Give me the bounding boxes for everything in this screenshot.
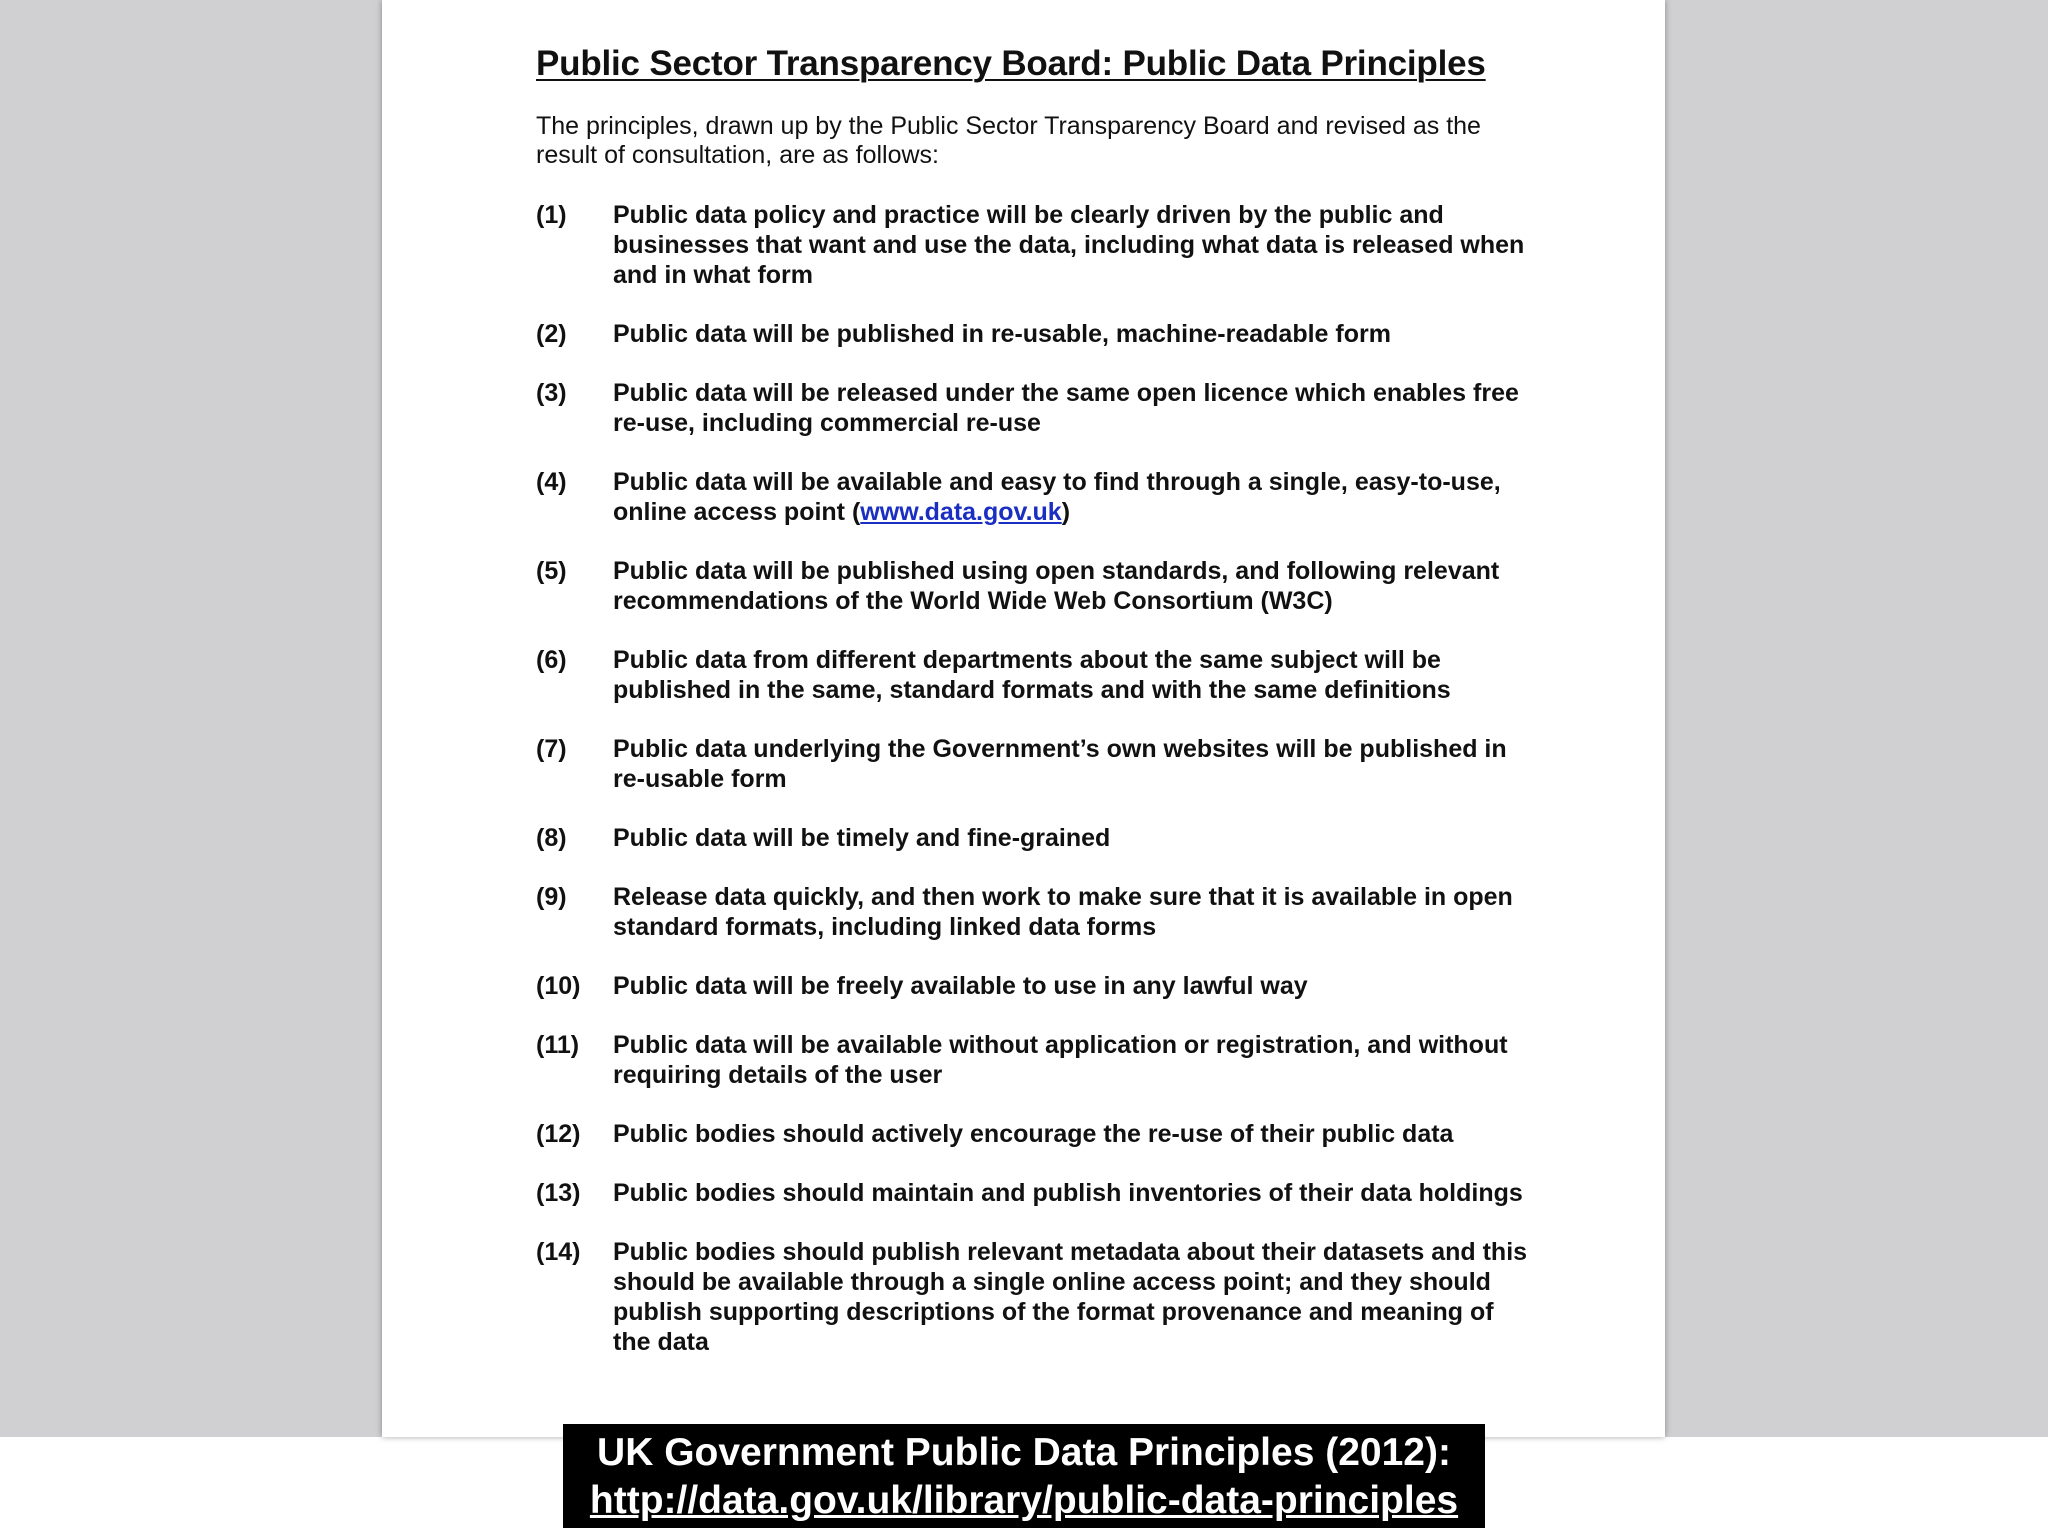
link-close-paren: ) [1061,498,1071,526]
link-open-paren: ( [845,498,861,526]
principle-item [536,200,1536,290]
principle-item [536,556,1536,616]
principle-item [536,882,1536,942]
principle-number: (4) [536,468,567,496]
principle-text: Public bodies should publish relevant metadata about their datasets and this should be available through a single online access point; and they should publish supporting descriptions of the format provenance and meaning of the data [613,1238,1528,1356]
principle-text: Public data will be published in re-usable, machine-readable form [613,320,1391,348]
principle-number: (3) [536,379,567,407]
principle-text: Public data underlying the Government’s own websites will be published in re-usable form [613,735,1507,793]
principle-number: (2) [536,320,567,348]
principle-text: Public bodies should maintain and publish inventories of their data holdings [613,1179,1523,1207]
principle-item [536,319,1536,349]
caption-title: UK Government Public Data Principles (2012): [597,1431,1451,1474]
principle-number: (7) [536,735,567,763]
principle-number: (1) [536,201,567,229]
principle-text: Public data will be published using open standards, and following relevant recommendations of the World Wide Web Consortium (W3C) [613,557,1500,615]
principle-text: Public data will be available and easy to find through a single, easy-to-use, online access point [613,468,1501,526]
principle-number: (11) [536,1031,580,1059]
principle-text: Public data policy and practice will be clearly driven by the public and businesses that want and use the data, including what data is released when and in what form [613,201,1525,289]
principle-number: (5) [536,557,567,585]
principle-item [536,1030,1536,1090]
principle-item [536,823,1536,853]
principle-text: Public data will be available without application or registration, and without requiring details of the user [613,1031,1508,1089]
principle-text: Public data will be released under the same open licence which enables free re-use, including commercial re-use [613,379,1519,437]
principle-item [536,1237,1536,1357]
principle-number: (6) [536,646,567,674]
principle-number: (8) [536,824,567,852]
principle-item [536,1178,1536,1208]
principle-number: (12) [536,1120,581,1148]
principle-item [536,467,1536,527]
data-gov-uk-link[interactable]: www.data.gov.uk [860,498,1062,526]
principle-item [536,971,1536,1001]
principle-item [536,1119,1536,1149]
principle-text: Public data from different departments about the same subject will be published in the same, standard formats and with the same definitions [613,646,1451,704]
principle-number: (10) [536,972,581,1000]
principle-text: Public data will be timely and fine-grained [613,824,1111,852]
principle-text: Public bodies should actively encourage the re-use of their public data [613,1120,1454,1148]
principles-list [536,200,1536,1386]
principle-text: Release data quickly, and then work to make sure that it is available in open standard formats, including linked data forms [613,883,1513,941]
principle-number: (13) [536,1179,581,1207]
principle-item [536,734,1536,794]
document-title: Public Sector Transparency Board: Public Data Principles [536,44,1486,83]
principle-text-wrapper [613,467,1536,527]
caption-banner [563,1424,1485,1528]
principle-number: (9) [536,883,567,911]
document-page [382,0,1665,1437]
principle-number: (14) [536,1238,581,1266]
principle-item [536,378,1536,438]
principle-text: Public data will be freely available to use in any lawful way [613,972,1308,1000]
intro-paragraph: The principles, drawn up by the Public Sector Transparency Board and revised as the result of consultation, are as follows: [536,112,1481,169]
principle-item [536,645,1536,705]
caption-url-link[interactable]: http://data.gov.uk/library/public-data-principles [589,1479,1459,1522]
